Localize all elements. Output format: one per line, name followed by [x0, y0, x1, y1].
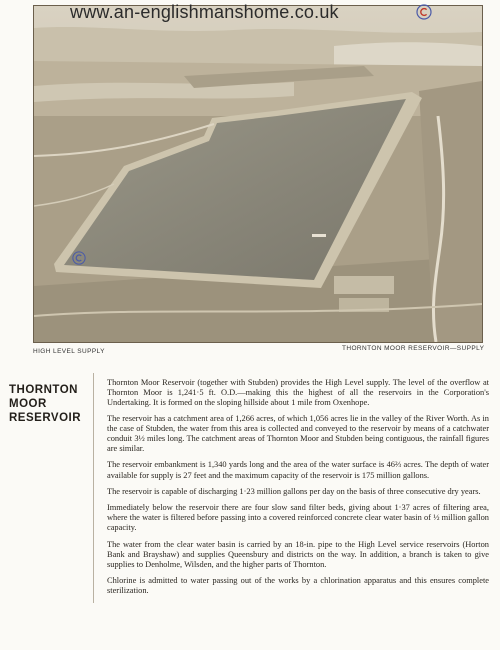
aerial-photo-thornton-moor-reservoir: [33, 5, 483, 343]
paragraph: Immediately below the reservoir there are four slow sand filter beds, giving about 1·37 acres of filtering area, where the water is filtered before passing into a covered reinforced concrete clear water basin of ½ million gallon capacity.: [107, 503, 489, 533]
section-title-line: MOOR: [9, 398, 47, 410]
copyright-seal-icon: [416, 4, 432, 20]
section-title-line: THORNTON: [9, 384, 78, 396]
section-title-line: RESERVOIR: [9, 412, 82, 424]
paragraph: Chlorine is admitted to water passing out of the works by a chlorination apparatus and this ensures complete sterilization.: [107, 576, 489, 596]
paragraph: The water from the clear water basin is carried by an 18-in. pipe to the High Level service reservoirs (Horton Bank and Brayshaw) and supplies Queensbury and districts on the way. In addition, a branch is taken to give supplies to Denholme, Wilsden, and the higher parts of Thornton.: [107, 539, 489, 570]
paragraph: Thornton Moor Reservoir (together with Stubden) provides the High Level supply. The level of the overflow at Thornton Moor is 1,241·5 ft. O.D.—making this the highest of all the reservoirs in the Corporation's Undertaking. It is formed on the sloping hillside about 1 mile from Oxenhope.: [107, 378, 489, 408]
paragraph: The reservoir has a catchment area of 1,266 acres, of which 1,056 acres lie in the valley of the River Worth. As in the case of Stubden, the water from this area is collected and conveyed to the reservoir by means of a catchwater conduit 3½ miles long. The catchment areas of Thornton Moor and Stubden being contiguous, the rainfall figures are similar.: [107, 413, 489, 454]
copyright-seal-icon: [72, 251, 86, 265]
site-watermark: www.an-englishmanshome.co.uk: [70, 2, 339, 22]
caption-high-level-supply: HIGH LEVEL SUPPLY: [33, 348, 105, 355]
article-body: [107, 378, 489, 603]
caption-reservoir-supply: THORNTON MOOR RESERVOIR—SUPPLY: [342, 345, 485, 352]
section-title: [9, 383, 95, 425]
aerial-photo-drawing: [34, 6, 482, 342]
paragraph: The reservoir embankment is 1,340 yards long and the area of the water surface is 46⅔ acres. The depth of water available for supply is 27 feet and the maximum capacity of the reservoir is 175 million gallons.: [107, 460, 489, 480]
paragraph: The reservoir is capable of discharging 1·23 million gallons per day on the basis of three consecutive dry years.: [107, 486, 481, 496]
